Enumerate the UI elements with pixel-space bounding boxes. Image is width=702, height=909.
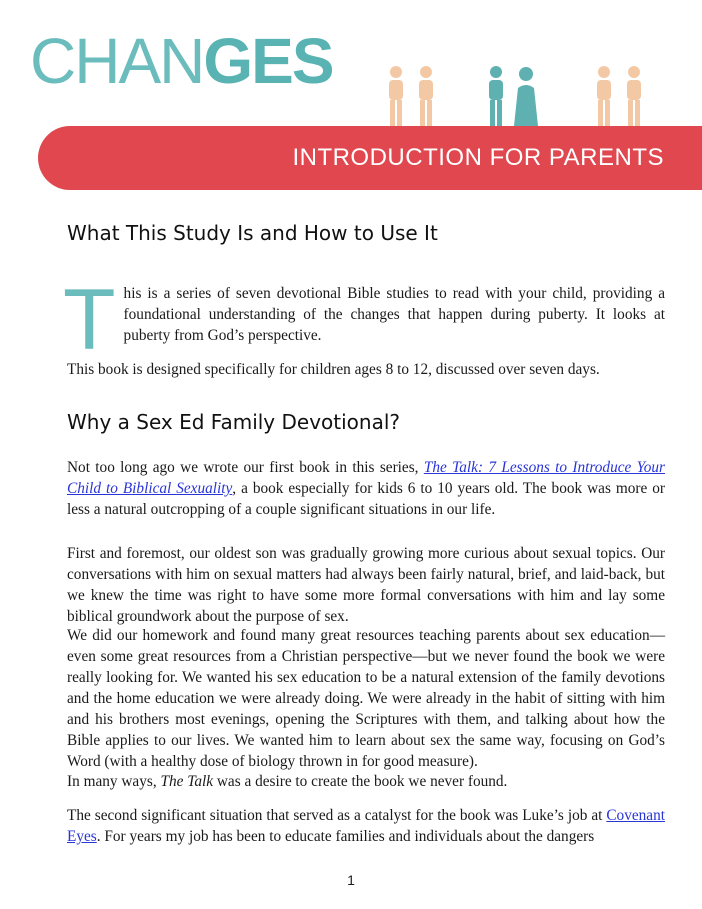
- book-title-emphasis: The Talk: [160, 773, 214, 790]
- page-number: 1: [347, 872, 355, 888]
- book-title-link[interactable]: The Talk: 7 Lessons to Introduce Your Child to Biblical Sexuality: [67, 459, 666, 497]
- figure-pair-3-icon: [592, 64, 650, 128]
- paragraph: [67, 457, 665, 520]
- paragraph-text: was a desire to create the book we never found.: [213, 773, 508, 790]
- paragraph: This book is designed specifically for children ages 8 to 12, discussed over seven days.: [67, 361, 600, 378]
- logo-bold-text: GES: [203, 25, 333, 97]
- paragraph-text: his is a series of seven devotional Bible studies to read with your child, providing a foundational understanding of the changes that happen during puberty. It looks at puberty from God’s perspective.: [123, 285, 665, 344]
- paragraph-text: . For years my job has been to educate families and individuals about the dangers: [96, 828, 595, 845]
- figure-pair-2-icon: [484, 64, 542, 128]
- changes-logo: [30, 26, 333, 96]
- section-heading: What This Study Is and How to Use It: [67, 221, 438, 245]
- paragraph: First and foremost, our oldest son was gradually growing more curious about sexual topics. Our conversations with him on sexual matters had always been fairly natural, brief, and laid-back, but we knew the time was right to have some more formal conversations with him and lay some biblical groundwork about the purpose of sex.: [67, 545, 665, 625]
- paragraph-text: Not too long ago we wrote our first book in this series,: [67, 459, 424, 476]
- paragraph-text: The second significant situation that served as a catalyst for the book was Luke’s job at: [67, 807, 607, 824]
- paragraph-text: In many ways,: [67, 773, 161, 790]
- logo-light-text: CHAN: [30, 25, 204, 97]
- section-banner: [38, 126, 702, 190]
- section-heading: Why a Sex Ed Family Devotional?: [67, 410, 401, 434]
- drop-cap: T: [63, 272, 116, 368]
- covenant-eyes-link[interactable]: Covenant Eyes: [67, 807, 665, 845]
- paragraph: [67, 771, 665, 792]
- paragraph: We did our homework and found many great resources teaching parents about sex education—even some great resources from a Christian perspective—but we never found the book we were really looking for. We wanted his sex education to be a natural extension of the family devotions and the home education we were already doing. We were already in the habit of sitting with him and his brothers most evenings, opening the Scriptures with them, and talking about how the Bible applies to our lives. We wanted him to learn about sex the same way, focusing on God’s Word (with a healthy dose of biology thrown in for good measure).: [67, 627, 665, 770]
- paragraph-text: , a book especially for kids 6 to 10 years old. The book was more or less a natural outcropping of a couple significant situations in our life.: [67, 480, 665, 518]
- intro-paragraph: [63, 272, 665, 368]
- figure-pair-1-icon: [384, 64, 442, 128]
- paragraph: [67, 805, 665, 847]
- banner-title: INTRODUCTION FOR PARENTS: [292, 144, 664, 171]
